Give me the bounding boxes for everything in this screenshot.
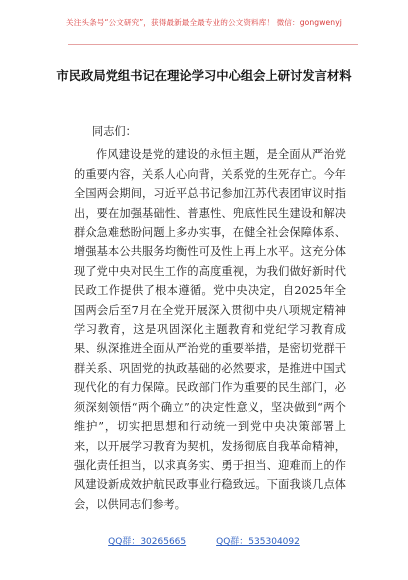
qq-group-1-link[interactable]: QQ群：30265665 [108, 537, 187, 547]
header-divider [68, 44, 358, 45]
qq-group-2-link[interactable]: QQ群：535304092 [216, 537, 300, 547]
salutation: 同志们： [92, 125, 137, 138]
banner-text: 关注头条号“公文研究”，获得最新最全最专业的公文资料库！ 微信：gongwenyj [66, 17, 342, 27]
footer [0, 534, 408, 547]
document-title: 市民政局党组书记在理论学习中心组会上研讨发言材料 [56, 69, 352, 83]
header-banner [0, 0, 408, 44]
body-paragraph: 作风建设是党的建设的永恒主题，是全面从严治党的重要内容，关系人心向背，关系党的生死存亡。今年全国两会期间，习近平总书记参加江苏代表团审议时指出，要在加强基础性、普惠性、兜底性民生建设和解决群众急难愁盼问题上多办实事，在健全社会保障体系、增强基本公共服务均衡性可及性上再上水平。这充分体现了党中央对民生工作的高度重视，为我们做好新时代民政工作提供了根本遵循。党中央决定，自2025年全国两会后至7月在全党开展深入贯彻中央八项规定精神学习教育，这是巩固深化主题教育和党纪学习教育成果、纵深推进全面从严治党的重要举措，是密切党群干群关系、巩固党的执政基础的必然要求，是推进中国式现代化的有力保障。民政部门作为重要的民生部门，必须深刻领悟“两个确立”的决定性意义，坚决做到“两个维护”，切实把思想和行动统一到党中央决策部署上来，以开展学习教育为契机，发扬彻底自我革命精神，强化责任担当，以求真务实、勇于担当、迎难而上的作风建设新成效护航民政事业行稳致远。下面我谈几点体会，以供同志们参考。 [74, 148, 346, 511]
document-body [74, 122, 346, 514]
